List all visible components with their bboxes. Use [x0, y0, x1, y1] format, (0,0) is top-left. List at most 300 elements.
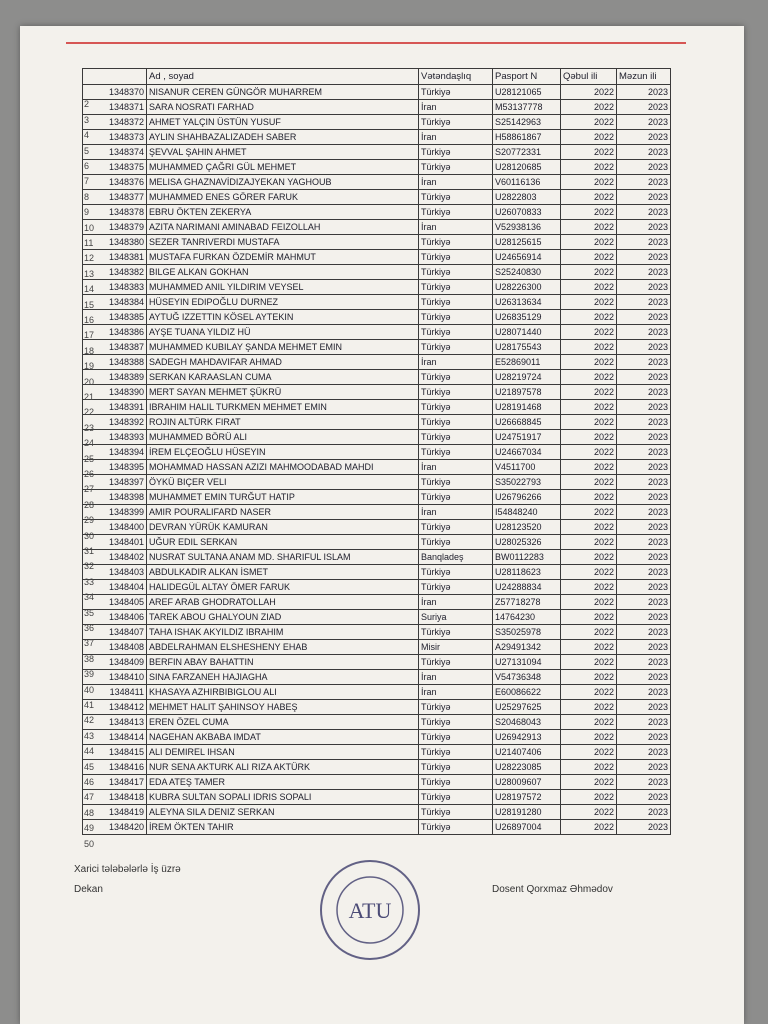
row-passport: H58861867	[493, 130, 561, 145]
table-row	[83, 490, 671, 505]
row-citizenship: Türkiyə	[419, 760, 493, 775]
row-citizenship: Türkiyə	[419, 820, 493, 835]
row-name: NAGEHAN AKBABA IMDAT	[147, 730, 419, 745]
table-row	[83, 250, 671, 265]
row-name: MUHAMMED ANIL YILDIRIM VEYSEL	[147, 280, 419, 295]
row-name: ABDELRAHMAN ELSHESHENY EHAB	[147, 640, 419, 655]
row-graduation-year: 2023	[617, 520, 671, 535]
table-row	[83, 100, 671, 115]
row-name: SARA NOSRATI FARHAD	[147, 100, 419, 115]
row-name: IBRAHIM HALIL TURKMEN MEHMET EMIN	[147, 400, 419, 415]
row-number: 34	[84, 592, 95, 603]
row-id: 1348377	[83, 190, 147, 205]
row-citizenship: İran	[419, 505, 493, 520]
row-passport: U28123520	[493, 520, 561, 535]
row-number: 36	[84, 623, 95, 633]
row-name: AMIR POURALIFARD NASER	[147, 505, 419, 520]
row-admission-year: 2022	[561, 220, 617, 235]
row-name: TAREK ABOU GHALYOUN ZIAD	[147, 610, 419, 625]
stamp-text: ATU	[348, 898, 392, 923]
table-row	[83, 205, 671, 220]
row-admission-year: 2022	[561, 760, 617, 775]
row-passport: V4511700	[493, 460, 561, 475]
row-number: 21	[84, 392, 95, 402]
row-citizenship: İran	[419, 685, 493, 700]
row-name: EREN ÖZEL CUMA	[147, 715, 419, 730]
row-id: 1348401	[83, 535, 147, 550]
row-admission-year: 2022	[561, 595, 617, 610]
row-citizenship: Banqladeş	[419, 550, 493, 565]
row-graduation-year: 2023	[617, 475, 671, 490]
table-row	[83, 460, 671, 475]
row-name: DEVRAN YÜRÜK KAMURAN	[147, 520, 419, 535]
row-id: 1348373	[83, 130, 147, 145]
row-admission-year: 2022	[561, 175, 617, 190]
row-admission-year: 2022	[561, 625, 617, 640]
row-citizenship: İran	[419, 130, 493, 145]
row-passport: U26835129	[493, 310, 561, 325]
row-id: 1348414	[83, 730, 147, 745]
table-row	[83, 190, 671, 205]
row-id: 1348411	[83, 685, 147, 700]
row-name: MUSTAFA FURKAN ÖZDEMİR MAHMUT	[147, 250, 419, 265]
row-graduation-year: 2023	[617, 265, 671, 280]
row-citizenship: Türkiyə	[419, 385, 493, 400]
table-row	[83, 550, 671, 565]
row-number: 17	[84, 330, 95, 341]
row-number: 15	[84, 299, 95, 310]
row-graduation-year: 2023	[617, 805, 671, 820]
row-number: 13	[84, 268, 95, 279]
row-graduation-year: 2023	[617, 220, 671, 235]
row-citizenship: Misir	[419, 640, 493, 655]
row-passport: U21897578	[493, 385, 561, 400]
table-row	[83, 625, 671, 640]
row-id: 1348382	[83, 265, 147, 280]
row-name: SINA FARZANEH HAJIAGHA	[147, 670, 419, 685]
row-graduation-year: 2023	[617, 550, 671, 565]
row-graduation-year: 2023	[617, 655, 671, 670]
row-citizenship: İran	[419, 220, 493, 235]
row-passport: S20468043	[493, 715, 561, 730]
col-header-passport: Pasport N	[493, 69, 561, 85]
row-id: 1348374	[83, 145, 147, 160]
row-graduation-year: 2023	[617, 400, 671, 415]
table-body	[83, 85, 671, 835]
table-row	[83, 235, 671, 250]
row-citizenship: Türkiyə	[419, 400, 493, 415]
row-id: 1348386	[83, 325, 147, 340]
row-id: 1348397	[83, 475, 147, 490]
row-citizenship: Türkiyə	[419, 580, 493, 595]
row-citizenship: Türkiyə	[419, 325, 493, 340]
row-passport: U28118623	[493, 565, 561, 580]
row-passport: U28121065	[493, 85, 561, 100]
row-number: 5	[84, 145, 90, 156]
row-id: 1348379	[83, 220, 147, 235]
row-id: 1348391	[83, 400, 147, 415]
row-name: NUR SENA AKTURK ALI RIZA AKTÜRK	[147, 760, 419, 775]
row-graduation-year: 2023	[617, 340, 671, 355]
row-graduation-year: 2023	[617, 625, 671, 640]
row-name: ROJIN ALTÜRK FIRAT	[147, 415, 419, 430]
row-admission-year: 2022	[561, 490, 617, 505]
row-name: ABDULKADIR ALKAN İSMET	[147, 565, 419, 580]
table-row	[83, 535, 671, 550]
row-id: 1348380	[83, 235, 147, 250]
row-id: 1348388	[83, 355, 147, 370]
row-passport: E52869011	[493, 355, 561, 370]
row-passport: U28219724	[493, 370, 561, 385]
row-id: 1348404	[83, 580, 147, 595]
row-id: 1348412	[83, 700, 147, 715]
row-citizenship: Türkiyə	[419, 235, 493, 250]
row-id: 1348419	[83, 805, 147, 820]
table-row	[83, 655, 671, 670]
row-graduation-year: 2023	[617, 280, 671, 295]
table-row	[83, 325, 671, 340]
row-citizenship: Türkiyə	[419, 340, 493, 355]
row-passport: U27131094	[493, 655, 561, 670]
row-passport: A29491342	[493, 640, 561, 655]
row-name: ŞEVVAL ŞAHIN AHMET	[147, 145, 419, 160]
row-number: 41	[84, 700, 95, 710]
row-admission-year: 2022	[561, 670, 617, 685]
row-graduation-year: 2023	[617, 535, 671, 550]
row-name: BILGE ALKAN GOKHAN	[147, 265, 419, 280]
row-admission-year: 2022	[561, 805, 617, 820]
row-admission-year: 2022	[561, 535, 617, 550]
row-number: 37	[84, 638, 95, 649]
row-id: 1348399	[83, 505, 147, 520]
row-id: 1348394	[83, 445, 147, 460]
row-admission-year: 2022	[561, 85, 617, 100]
row-number: 19	[84, 361, 95, 372]
row-citizenship: Türkiyə	[419, 295, 493, 310]
row-admission-year: 2022	[561, 385, 617, 400]
row-number: 29	[84, 515, 95, 526]
row-admission-year: 2022	[561, 430, 617, 445]
row-id: 1348416	[83, 760, 147, 775]
row-name: SADEGH MAHDAVIFAR AHMAD	[147, 355, 419, 370]
row-id: 1348370	[83, 85, 147, 100]
row-number: 48	[84, 807, 95, 818]
row-citizenship: Türkiyə	[419, 280, 493, 295]
row-name: KHASAYA AZHIRBIBIGLOU ALI	[147, 685, 419, 700]
row-passport: V60116136	[493, 175, 561, 190]
row-citizenship: Türkiyə	[419, 310, 493, 325]
row-graduation-year: 2023	[617, 430, 671, 445]
row-citizenship: Türkiyə	[419, 430, 493, 445]
row-graduation-year: 2023	[617, 100, 671, 115]
row-name: EDA ATEŞ TAMER	[147, 775, 419, 790]
row-id: 1348371	[83, 100, 147, 115]
row-number: 40	[84, 684, 95, 695]
row-id: 1348405	[83, 595, 147, 610]
row-graduation-year: 2023	[617, 580, 671, 595]
row-citizenship: Suriya	[419, 610, 493, 625]
row-id: 1348383	[83, 280, 147, 295]
row-admission-year: 2022	[561, 520, 617, 535]
row-number: 33	[84, 576, 95, 587]
row-name: MELISA GHAZNAVİDIZAJYEKAN YAGHOUB	[147, 175, 419, 190]
row-number: 26	[84, 469, 95, 479]
row-citizenship: İran	[419, 460, 493, 475]
row-admission-year: 2022	[561, 400, 617, 415]
row-graduation-year: 2023	[617, 670, 671, 685]
row-citizenship: Türkiyə	[419, 415, 493, 430]
row-admission-year: 2022	[561, 145, 617, 160]
row-name: MUHAMMED BÖRÜ ALI	[147, 430, 419, 445]
table-row	[83, 670, 671, 685]
row-number: 42	[84, 715, 95, 726]
table-row	[83, 145, 671, 160]
table-row	[83, 715, 671, 730]
row-name: HALIDEGÜL ALTAY ÖMER FARUK	[147, 580, 419, 595]
row-admission-year: 2022	[561, 790, 617, 805]
row-graduation-year: 2023	[617, 760, 671, 775]
row-name: AREF ARAB GHODRATOLLAH	[147, 595, 419, 610]
row-graduation-year: 2023	[617, 685, 671, 700]
row-passport: I54848240	[493, 505, 561, 520]
table-row	[83, 790, 671, 805]
row-passport: U28125615	[493, 235, 561, 250]
row-number: 23	[84, 422, 95, 433]
row-graduation-year: 2023	[617, 610, 671, 625]
row-passport: S20772331	[493, 145, 561, 160]
row-id: 1348395	[83, 460, 147, 475]
table-row	[83, 520, 671, 535]
row-number: 18	[84, 345, 95, 356]
row-admission-year: 2022	[561, 100, 617, 115]
row-passport: M53137778	[493, 100, 561, 115]
row-number: 45	[84, 761, 95, 772]
table-row	[83, 85, 671, 100]
row-passport: U28191280	[493, 805, 561, 820]
table-row	[83, 415, 671, 430]
row-passport: V52938136	[493, 220, 561, 235]
row-passport: U24751917	[493, 430, 561, 445]
table-row	[83, 115, 671, 130]
row-id: 1348393	[83, 430, 147, 445]
row-citizenship: Türkiyə	[419, 370, 493, 385]
col-header-graduation-year: Məzun ili	[617, 69, 671, 85]
row-admission-year: 2022	[561, 565, 617, 580]
row-admission-year: 2022	[561, 820, 617, 835]
row-number: 11	[84, 238, 94, 248]
row-number: 20	[84, 376, 95, 387]
row-citizenship: Türkiyə	[419, 565, 493, 580]
row-admission-year: 2022	[561, 355, 617, 370]
row-citizenship: Türkiyə	[419, 265, 493, 280]
table-row	[83, 265, 671, 280]
row-id: 1348398	[83, 490, 147, 505]
table-row	[83, 580, 671, 595]
footer-title-line1: Xarici tələbələrlə İş üzrə	[74, 864, 181, 875]
table-row	[83, 730, 671, 745]
row-passport: U28009607	[493, 775, 561, 790]
row-citizenship: Türkiyə	[419, 805, 493, 820]
row-number: 16	[84, 315, 95, 325]
table-row	[83, 685, 671, 700]
table-row	[83, 175, 671, 190]
row-citizenship: Türkiyə	[419, 475, 493, 490]
row-citizenship: Türkiyə	[419, 490, 493, 505]
row-passport: U26942913	[493, 730, 561, 745]
row-number: 43	[84, 730, 95, 741]
row-citizenship: İran	[419, 175, 493, 190]
row-name: AYLIN SHAHBAZALIZADEH SABER	[147, 130, 419, 145]
row-number: 44	[84, 746, 95, 757]
table-row	[83, 595, 671, 610]
row-id: 1348418	[83, 790, 147, 805]
row-graduation-year: 2023	[617, 595, 671, 610]
row-graduation-year: 2023	[617, 565, 671, 580]
row-citizenship: Türkiyə	[419, 790, 493, 805]
row-number: 27	[84, 484, 95, 495]
row-admission-year: 2022	[561, 160, 617, 175]
row-id: 1348372	[83, 115, 147, 130]
row-number: 7	[84, 176, 90, 187]
row-number: 47	[84, 792, 95, 803]
row-id: 1348376	[83, 175, 147, 190]
row-admission-year: 2022	[561, 340, 617, 355]
row-name: MUHAMMET EMIN TURĞUT HATIP	[147, 490, 419, 505]
row-number: 22	[84, 407, 95, 418]
row-citizenship: Türkiyə	[419, 775, 493, 790]
row-name: NISANUR CEREN GÜNGÖR MUHARREM	[147, 85, 419, 100]
row-graduation-year: 2023	[617, 295, 671, 310]
row-graduation-year: 2023	[617, 130, 671, 145]
row-id: 1348402	[83, 550, 147, 565]
row-citizenship: Türkiyə	[419, 445, 493, 460]
row-name: MUHAMMED ENES GÖRER FARUK	[147, 190, 419, 205]
row-number: 30	[84, 530, 95, 541]
row-admission-year: 2022	[561, 370, 617, 385]
row-id: 1348381	[83, 250, 147, 265]
row-graduation-year: 2023	[617, 490, 671, 505]
row-citizenship: Türkiyə	[419, 205, 493, 220]
row-graduation-year: 2023	[617, 115, 671, 130]
row-admission-year: 2022	[561, 775, 617, 790]
row-passport: U28223085	[493, 760, 561, 775]
row-admission-year: 2022	[561, 205, 617, 220]
table-row	[83, 280, 671, 295]
row-id: 1348417	[83, 775, 147, 790]
row-citizenship: Türkiyə	[419, 520, 493, 535]
table-row	[83, 505, 671, 520]
row-graduation-year: 2023	[617, 460, 671, 475]
row-number: 35	[84, 607, 95, 618]
row-number: 28	[84, 499, 95, 510]
row-passport: U24667034	[493, 445, 561, 460]
row-citizenship: İran	[419, 100, 493, 115]
row-name: MUHAMMED ÇAĞRI GÜL MEHMET	[147, 160, 419, 175]
row-citizenship: Türkiyə	[419, 535, 493, 550]
row-id: 1348408	[83, 640, 147, 655]
red-header-line	[66, 42, 686, 44]
row-passport: U25297625	[493, 700, 561, 715]
row-number: 3	[84, 114, 90, 125]
row-citizenship: Türkiyə	[419, 145, 493, 160]
row-admission-year: 2022	[561, 580, 617, 595]
table-row	[83, 640, 671, 655]
row-admission-year: 2022	[561, 475, 617, 490]
row-graduation-year: 2023	[617, 820, 671, 835]
row-number: 10	[84, 222, 95, 233]
table-row	[83, 760, 671, 775]
row-number: 24	[84, 438, 95, 449]
row-passport: S35025978	[493, 625, 561, 640]
row-passport: U2822803	[493, 190, 561, 205]
row-id: 1348375	[83, 160, 147, 175]
row-number: 46	[84, 777, 95, 787]
table-row	[83, 430, 671, 445]
row-graduation-year: 2023	[617, 715, 671, 730]
row-number: 38	[84, 653, 95, 664]
row-graduation-year: 2023	[617, 145, 671, 160]
row-admission-year: 2022	[561, 745, 617, 760]
row-id: 1348378	[83, 205, 147, 220]
row-name: ALEYNA SILA DENIZ SERKAN	[147, 805, 419, 820]
row-passport: U28025326	[493, 535, 561, 550]
table-row	[83, 385, 671, 400]
row-admission-year: 2022	[561, 280, 617, 295]
row-number: 2	[84, 99, 90, 110]
table-row	[83, 220, 671, 235]
row-number: 39	[84, 669, 95, 680]
row-name: İREM ÖKTEN TAHIR	[147, 820, 419, 835]
row-name: TAHA ISHAK AKYILDIZ IBRAHIM	[147, 625, 419, 640]
row-graduation-year: 2023	[617, 205, 671, 220]
row-name: UĞUR EDIL SERKAN	[147, 535, 419, 550]
row-citizenship: Türkiyə	[419, 85, 493, 100]
table-row	[83, 745, 671, 760]
row-number: 9	[84, 207, 90, 218]
table-row	[83, 610, 671, 625]
table-row	[83, 340, 671, 355]
row-graduation-year: 2023	[617, 790, 671, 805]
row-name: AYŞE TUANA YILDIZ HÜ	[147, 325, 419, 340]
row-admission-year: 2022	[561, 700, 617, 715]
row-admission-year: 2022	[561, 460, 617, 475]
table-header-row	[83, 69, 671, 85]
row-number: 50	[84, 838, 95, 849]
row-passport: S35022793	[493, 475, 561, 490]
row-passport: U24656914	[493, 250, 561, 265]
row-graduation-year: 2023	[617, 190, 671, 205]
row-number: 4	[84, 130, 90, 141]
table-row	[83, 130, 671, 145]
row-admission-year: 2022	[561, 190, 617, 205]
row-graduation-year: 2023	[617, 235, 671, 250]
row-admission-year: 2022	[561, 295, 617, 310]
row-admission-year: 2022	[561, 505, 617, 520]
row-id: 1348389	[83, 370, 147, 385]
row-id: 1348384	[83, 295, 147, 310]
row-graduation-year: 2023	[617, 745, 671, 760]
row-citizenship: Türkiyə	[419, 700, 493, 715]
table-row	[83, 400, 671, 415]
row-citizenship: Türkiyə	[419, 655, 493, 670]
col-header-id	[83, 69, 147, 85]
row-admission-year: 2022	[561, 115, 617, 130]
row-name: KUBRA SULTAN SOPALI IDRIS SOPALI	[147, 790, 419, 805]
col-header-citizenship: Vətəndaşlıq	[419, 69, 493, 85]
row-passport: U26313634	[493, 295, 561, 310]
row-passport: U28226300	[493, 280, 561, 295]
row-citizenship: Türkiyə	[419, 730, 493, 745]
